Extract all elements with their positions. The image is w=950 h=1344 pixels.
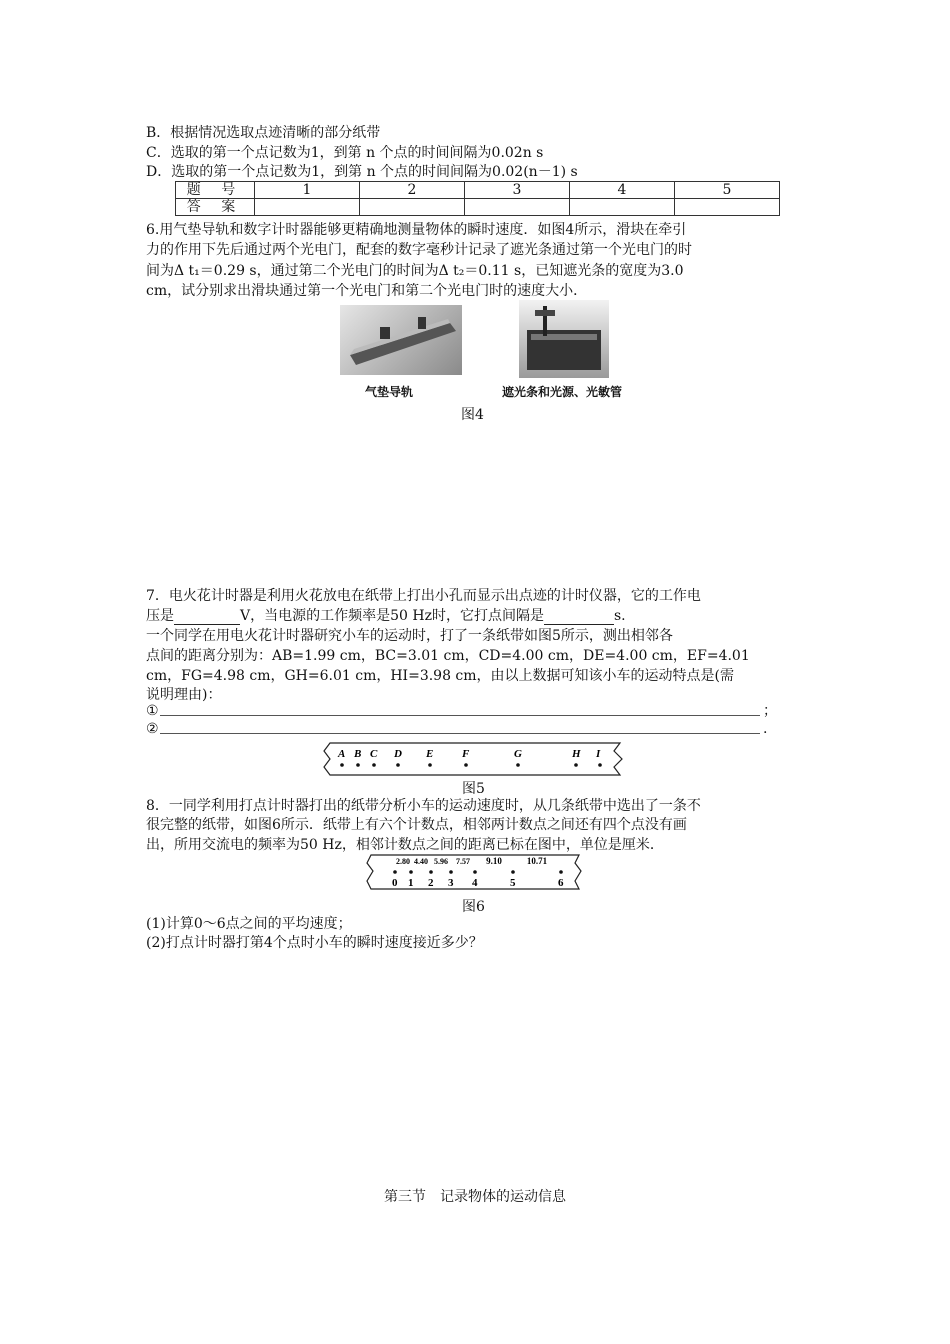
tape6-distance-label: 4.40 <box>414 857 428 866</box>
q7-line-1: 7．电火花计时器是利用火花放电在纸带上打出小孔而显示出点迹的计时仪器，它的工作电 <box>146 588 701 604</box>
answer-cell[interactable] <box>360 199 465 216</box>
answer-cell[interactable] <box>675 199 780 216</box>
q7-answer-line-1[interactable] <box>160 715 760 716</box>
tape6-point-label: 1 <box>408 877 414 889</box>
q7-line-4: 点间的距离分别为：AB=1.99 cm，BC=3.01 cm，CD=4.00 cm，DE=4.00 cm，EF=4.01 <box>146 648 750 664</box>
tape5-point-label: H <box>572 748 581 760</box>
tape5-point-label: A <box>338 748 346 760</box>
table-cell: 1 <box>255 182 360 199</box>
q8-line-3: 出，所用交流电的频率为50 Hz，相邻计数点之间的距离已标在图中，单位是厘米． <box>146 837 664 853</box>
tape5-point <box>356 763 360 767</box>
tape6-point <box>449 870 453 874</box>
tape5-point-label: G <box>514 748 522 760</box>
figure-4-caption: 图4 <box>461 407 484 423</box>
tape5-point-label: B <box>354 748 362 760</box>
q8-line-2: 很完整的纸带，如图6所示．纸带上有六个计数点，相邻两计数点之间还有四个点没有画 <box>146 817 687 833</box>
photo1-label: 气垫导轨 <box>365 385 414 399</box>
q7-line-3: 一个同学在用电火花计时器研究小车的运动时，打了一条纸带如图5所示，测出相邻各 <box>146 628 673 644</box>
tape5-point <box>516 763 520 767</box>
table-cell: 5 <box>675 182 780 199</box>
tape6-point <box>473 870 477 874</box>
tape5-point <box>598 763 602 767</box>
page-footer: 第三节 记录物体的运动信息 <box>384 1189 566 1205</box>
q8-sub-2: (2)打点计时器打第4个点时小车的瞬时速度接近多少？ <box>146 935 483 951</box>
table-cell: 3 <box>465 182 570 199</box>
tape6-point-label: 4 <box>472 877 478 889</box>
tape5-point-label: D <box>394 748 402 760</box>
q7-item-1-end: ； <box>763 703 777 719</box>
figure-6-caption: 图6 <box>462 899 485 915</box>
air-track-photo <box>340 305 462 375</box>
q7-line-2 <box>146 607 626 625</box>
tape6-point <box>559 870 563 874</box>
q7-text: V，当电源的工作频率是50 Hz时，它打点间隔是 <box>240 608 544 624</box>
q7-item-2-marker: ② <box>146 721 159 737</box>
table-head-number: 题 号 <box>176 182 255 199</box>
tape5-point <box>464 763 468 767</box>
tape5-point <box>428 763 432 767</box>
photo2-label: 遮光条和光源、光敏管 <box>502 385 623 399</box>
tape5-point <box>574 763 578 767</box>
q6-line-4: cm，试分别求出滑块通过第一个光电门和第二个光电门时的速度大小． <box>146 283 588 299</box>
answer-cell[interactable] <box>255 199 360 216</box>
tape6-distance-label: 10.71 <box>526 856 548 866</box>
tape6-point <box>511 870 515 874</box>
tape6-distance-label: 2.80 <box>396 857 410 866</box>
answer-cell[interactable] <box>465 199 570 216</box>
tape6-point <box>393 870 397 874</box>
light-gate-photo <box>519 300 609 378</box>
tape5-point-label: I <box>596 748 601 760</box>
table-row <box>176 199 780 216</box>
q7-text: 压是 <box>146 608 174 624</box>
option-d: D．选取的第一个点记数为1，到第 n 个点的时间间隔为0.02(n－1) s <box>146 164 578 180</box>
tape6-distance-label: 5.96 <box>434 857 448 866</box>
tape5-point <box>340 763 344 767</box>
tape5-point <box>396 763 400 767</box>
q8-sub-1: (1)计算0～6点之间的平均速度； <box>146 916 352 932</box>
q7-line-5: cm，FG=4.98 cm，GH=6.01 cm，HI=3.98 cm，由以上数据可知该小车的运动特点是(需 <box>146 668 735 684</box>
tape6-point <box>409 870 413 874</box>
answer-cell[interactable] <box>570 199 675 216</box>
tape5-point-label: E <box>426 748 434 760</box>
q6-line-2: 力的作用下先后通过两个光电门，配套的数字毫秒计记录了遮光条通过第一个光电门的时 <box>146 242 692 258</box>
answer-table <box>175 181 780 216</box>
tape6-point-label: 5 <box>510 877 516 889</box>
tape6-distance-label: 7.57 <box>456 857 470 866</box>
tape6-point-label: 3 <box>448 877 454 889</box>
tape5-point-label: F <box>462 748 470 760</box>
figure-5-caption: 图5 <box>462 781 485 797</box>
q7-item-1-marker: ① <box>146 703 159 719</box>
option-b: B．根据情况选取点迹清晰的部分纸带 <box>146 125 381 141</box>
table-cell: 4 <box>570 182 675 199</box>
tape6-point-label: 6 <box>558 877 564 889</box>
option-c: C．选取的第一个点记数为1，到第 n 个点的时间间隔为0.02n s <box>146 145 544 161</box>
tape-figure-5 <box>322 739 628 779</box>
tape-figure-6 <box>365 853 585 893</box>
q6-line-1: 6.用气垫导轨和数字计时器能够更精确地测量物体的瞬时速度．如图4所示，滑块在牵引 <box>146 222 687 238</box>
tape5-point-label: C <box>370 748 378 760</box>
table-cell: 2 <box>360 182 465 199</box>
tape6-distance-label: 9.10 <box>486 856 502 866</box>
q7-item-2-end: . <box>763 721 768 737</box>
table-row <box>176 182 780 199</box>
q8-line-1: 8．一同学利用打点计时器打出的纸带分析小车的运动速度时，从几条纸带中选出了一条不 <box>146 798 701 814</box>
tape6-point <box>429 870 433 874</box>
q7-answer-line-2[interactable] <box>160 733 760 734</box>
q7-text: s. <box>613 608 626 624</box>
tape5-point <box>372 763 376 767</box>
table-head-answer: 答 案 <box>176 199 255 216</box>
voltage-blank[interactable] <box>174 610 240 625</box>
q6-line-3: 间为Δ t₁＝0.29 s，通过第二个光电门的时间为Δ t₂＝0.11 s，已知遮光条的宽度为3.0 <box>146 263 684 279</box>
tape6-point-label: 2 <box>428 877 434 889</box>
tape6-point-label: 0 <box>392 877 398 889</box>
q7-line-6: 说明理由)： <box>146 687 222 703</box>
interval-blank[interactable] <box>544 610 614 625</box>
